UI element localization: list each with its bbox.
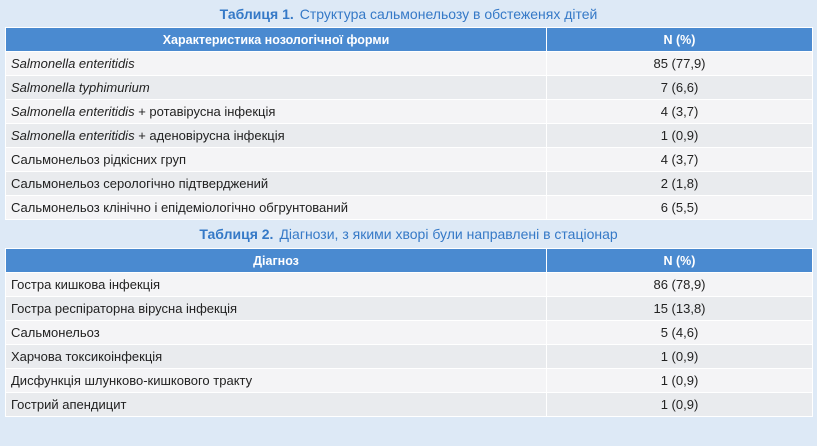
table-row: [6, 124, 813, 148]
table1-header-characteristic: Характеристика нозологічної форми: [6, 28, 547, 52]
row-value: 1 (0,9): [547, 393, 813, 417]
table-row: [6, 273, 813, 297]
table1-caption-text: Структура сальмонельозу в обстеженях дітей: [299, 6, 598, 22]
row-name: Сальмонельоз рідкісних груп: [6, 148, 547, 172]
table2-header-row: [6, 249, 813, 273]
row-name: Salmonella typhimurium: [6, 76, 547, 100]
row-value: 85 (77,9): [547, 52, 813, 76]
table-row: [6, 393, 813, 417]
table-row: [6, 369, 813, 393]
row-value: 4 (3,7): [547, 100, 813, 124]
table-row: [6, 297, 813, 321]
table1-caption: [0, 0, 817, 27]
table1-header-row: [6, 28, 813, 52]
table1-header-count: N (%): [547, 28, 813, 52]
row-value: 5 (4,6): [547, 321, 813, 345]
table-row: [6, 345, 813, 369]
row-value: 1 (0,9): [547, 369, 813, 393]
row-value: 7 (6,6): [547, 76, 813, 100]
row-value: 1 (0,9): [547, 124, 813, 148]
table1: [5, 27, 813, 220]
row-value: 6 (5,5): [547, 196, 813, 220]
table2-header-count: N (%): [547, 249, 813, 273]
row-value: 86 (78,9): [547, 273, 813, 297]
table2-caption-label: Таблиця 2.: [199, 226, 274, 242]
table2-header-diagnosis: Діагноз: [6, 249, 547, 273]
table2-caption: [0, 220, 817, 248]
table-row: [6, 52, 813, 76]
table-row: [6, 321, 813, 345]
table2-caption-text: Діагнози, з якими хворі були направлені в стаціонар: [279, 226, 618, 242]
row-value: 4 (3,7): [547, 148, 813, 172]
row-name: Salmonella enteritidis: [6, 52, 547, 76]
table-row: [6, 148, 813, 172]
row-name: Гострий апендицит: [6, 393, 547, 417]
table-row: [6, 76, 813, 100]
row-name: Харчова токсикоінфекція: [6, 345, 547, 369]
row-name: Гостра кишкова інфекція: [6, 273, 547, 297]
row-name: Дисфункція шлунково-кишкового тракту: [6, 369, 547, 393]
table1-caption-label: Таблиця 1.: [219, 6, 294, 22]
row-name: Сальмонельоз клінічно і епідеміологічно обгрунтований: [6, 196, 547, 220]
row-name: Гостра респіраторна вірусна інфекція: [6, 297, 547, 321]
row-value: 2 (1,8): [547, 172, 813, 196]
row-name: Сальмонельоз: [6, 321, 547, 345]
row-value: 1 (0,9): [547, 345, 813, 369]
row-name: Salmonella enteritidis + аденовірусна інфекція: [6, 124, 547, 148]
row-value: 15 (13,8): [547, 297, 813, 321]
table-row: [6, 196, 813, 220]
table2: [5, 248, 813, 417]
table-row: [6, 100, 813, 124]
row-name: Salmonella enteritidis + ротавірусна інфекція: [6, 100, 547, 124]
row-name: Сальмонельоз серологічно підтверджений: [6, 172, 547, 196]
table-row: [6, 172, 813, 196]
